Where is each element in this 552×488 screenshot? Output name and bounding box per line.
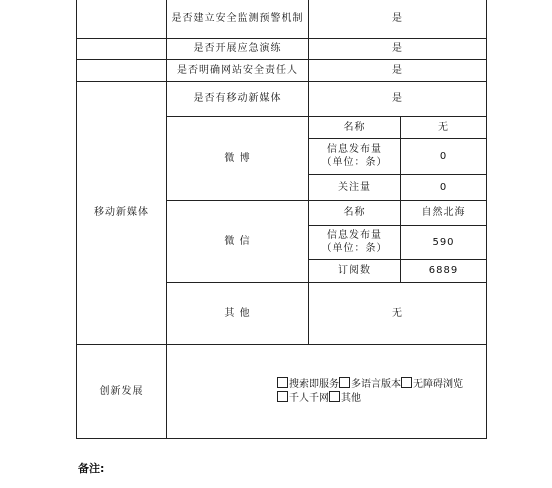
weibo-label: 微 博 [167, 116, 309, 200]
checkbox-icon[interactable] [401, 377, 412, 388]
blank-cell [77, 59, 167, 81]
monitoring-value: 是 [309, 0, 487, 38]
weibo-followers-label: 关注量 [309, 174, 401, 200]
innovation-option[interactable]: 多语言版本 [339, 379, 401, 390]
table-row [77, 0, 487, 38]
other-value: 无 [309, 282, 487, 344]
innovation-option[interactable]: 无障碍浏览 [401, 379, 463, 390]
responsible-label: 是否明确网站安全责任人 [167, 59, 309, 81]
table-row [77, 81, 487, 116]
wechat-name-value: 自然北海 [401, 200, 487, 225]
blank-cell [77, 0, 167, 38]
innovation-label: 创新发展 [77, 344, 167, 438]
checkbox-icon[interactable] [277, 391, 288, 402]
mobile-has-value: 是 [309, 81, 487, 116]
drill-value: 是 [309, 38, 487, 59]
checkbox-icon[interactable] [277, 377, 288, 388]
weibo-followers-value: 0 [401, 174, 487, 200]
innovation-option[interactable]: 搜索即服务 [277, 379, 339, 390]
innovation-option[interactable]: 其他 [329, 393, 361, 404]
checkbox-icon[interactable] [339, 377, 350, 388]
weibo-name-label: 名称 [309, 116, 401, 138]
table-row [77, 344, 487, 438]
mobile-section-label: 移动新媒体 [77, 81, 167, 344]
other-label: 其 他 [167, 282, 309, 344]
note-label: 备注: [78, 462, 105, 475]
wechat-subscribers-label: 订阅数 [309, 259, 401, 282]
drill-label: 是否开展应急演练 [167, 38, 309, 59]
table-row [77, 59, 487, 81]
innovation-option[interactable]: 千人千网 [277, 393, 329, 404]
weibo-posts-label: 信息发布量（单位：条） [309, 138, 401, 174]
checkbox-icon[interactable] [329, 391, 340, 402]
wechat-name-label: 名称 [309, 200, 401, 225]
wechat-posts-label: 信息发布量（单位：条） [309, 225, 401, 259]
weibo-posts-value: 0 [401, 138, 487, 174]
wechat-posts-value: 590 [401, 225, 487, 259]
blank-cell [77, 38, 167, 59]
mobile-has-label: 是否有移动新媒体 [167, 81, 309, 116]
report-table [76, 0, 487, 439]
wechat-subscribers-value: 6889 [401, 259, 487, 282]
weibo-name-value: 无 [401, 116, 487, 138]
responsible-value: 是 [309, 59, 487, 81]
table-row [77, 38, 487, 59]
innovation-options [167, 344, 487, 438]
monitoring-label: 是否建立安全监测预警机制 [167, 0, 309, 38]
wechat-label: 微 信 [167, 200, 309, 282]
